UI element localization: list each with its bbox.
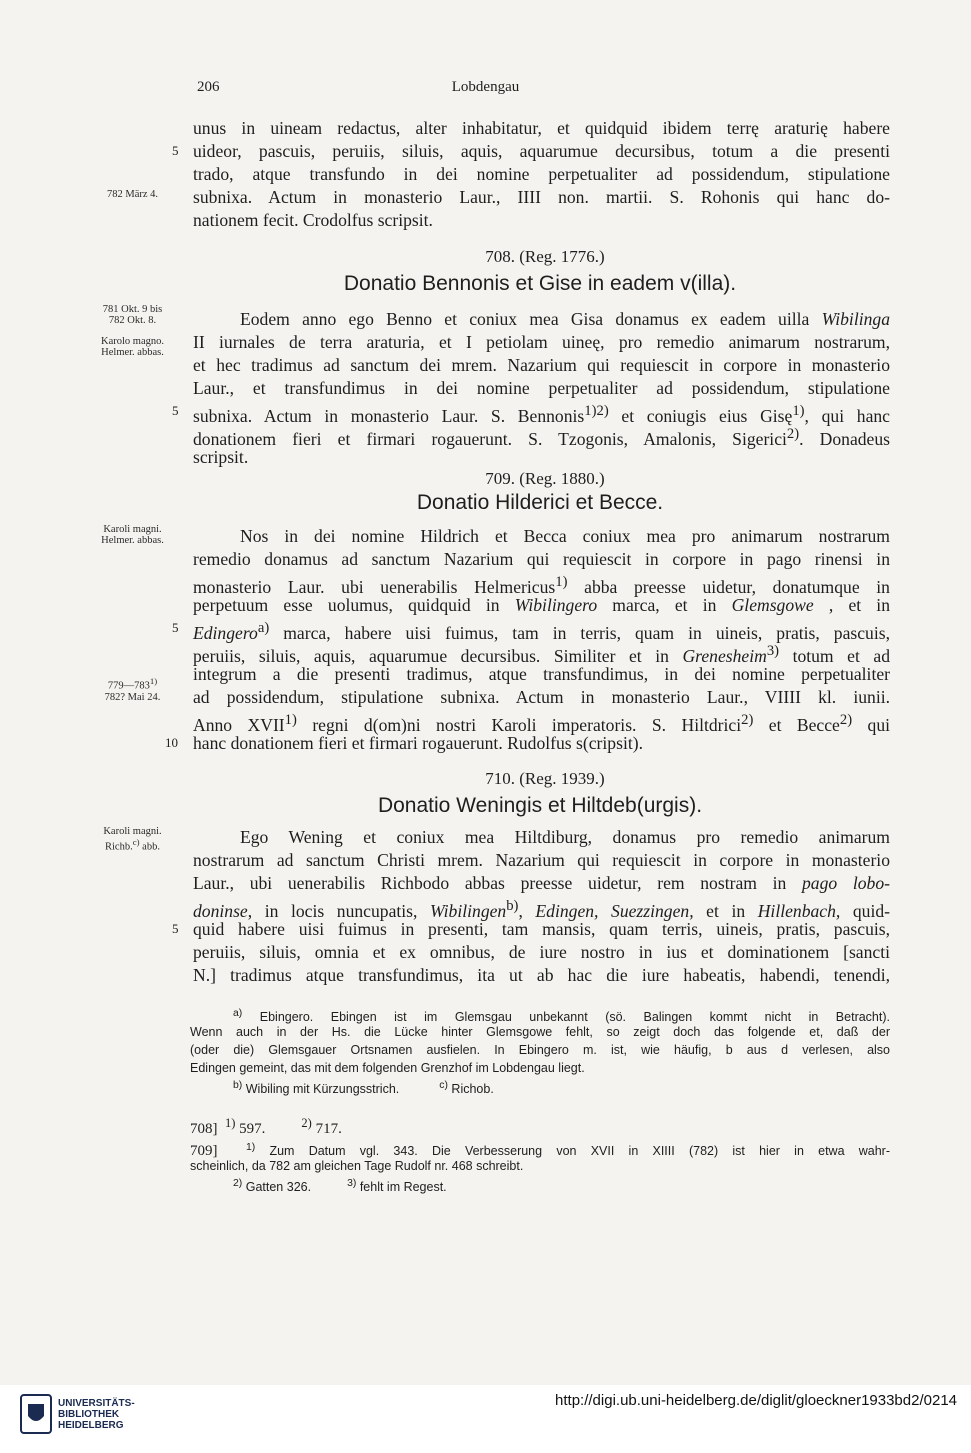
line-number: 5 (172, 403, 179, 418)
regest-number: 709. (Reg. 1880.) (485, 469, 605, 488)
regest-number: 708. (Reg. 1776.) (485, 247, 605, 266)
text-line: remedio donamus ad sanctum Nazarium qui requiescit in corpore in pago rinensi in (193, 549, 890, 569)
text-line: trado, atque transfundo in dei nomine perpetualiter ad possidendum, stipulatione (193, 164, 890, 184)
footnote: 708] $^{1)}$ 597. $^{2)}$ 717. (190, 1116, 342, 1137)
text-line: Edingero$^{a)}$ marca, habere uisi fuimus, tam in terris, quam in uineis, pratis, pascuis, (193, 620, 890, 643)
text-line: peruiis, siluis, omnia et ex omnibus, de iure nostro in ius et dominationem [sancti (193, 942, 890, 962)
footnote: Wenn auch in der Hs. die Lücke hinter Glemsgowe fehlt, so zeigt doch das folgende et, daß der (190, 1025, 890, 1039)
text-line: hanc donationem fieri et firmari rogauerunt. Rudolfus s(cripsit). (193, 733, 643, 753)
margin-date: 779—783$^{1)}$ 782? Mai 24. (104, 676, 161, 703)
text-line: quid habere uisi fuimus in presenti, tam mansis, quam terris, uineis, pratis, pascuis, (193, 919, 890, 939)
footnote: Edingen gemeint, das mit dem folgenden Grenzhof im Lobdengau liegt. (190, 1061, 585, 1075)
text-line: N.] tradimus atque transfundimus, ita ut ab hac die iure habeatis, habendi, tenendi, (193, 965, 890, 985)
text-line: subnixa. Actum in monasterio Laur. S. Bennonis$^{1)2)}$ et coniugis eius Gisę$^{1)}$, qui hanc (193, 403, 890, 426)
text-line: Nos in dei nomine Hildrich et Becca coniux mea pro animarum nostrarum (240, 526, 890, 546)
footnote: scheinlich, da 782 am gleichen Tage Rudolf nr. 468 schreibt. (190, 1159, 524, 1173)
document-title: Donatio Hilderici et Becce. (416, 491, 664, 514)
margin-note: Karolo magno. Helmer. abbas. (101, 336, 164, 358)
text-line: integrum a die presenti tradimus, atque transfundimus, in dei nomine perpetualiter (193, 664, 890, 684)
text-line: donationem fieri et firmari rogauerunt. S. Tzogonis, Amalonis, Sigerici$^{2)}$. Donadeus (193, 426, 890, 449)
text-line: Eodem anno ego Benno et coniux mea Gisa donamus ex eadem uilla Wibilinga (240, 309, 890, 329)
library-seal-icon (20, 1394, 52, 1434)
text-line: peruiis, siluis, aquis, aquarumue decursibus. Similiter et in Grenesheim$^{3)}$ totum et ad (193, 643, 890, 666)
margin-note: Karoli magni. Richb.$^{c)}$ abb. (103, 826, 162, 853)
text-line: Laur., ubi uenerabilis Richbodo abbas preesse uidetur, rem nostram in pago lobo- (193, 873, 890, 893)
text-line: II iurnales de terra araturia, et I petiolam uineę, pro remedio animarum nostrarum, (193, 332, 890, 352)
line-number: 10 (165, 735, 178, 750)
text-line: unus in uineam redactus, alter inhabitatur, et quidquid ibidem terrę araturię habere (193, 118, 890, 138)
source-url-link[interactable]: http://digi.ub.uni-heidelberg.de/diglit/gloeckner1933bd2/0214 (555, 1392, 957, 1409)
text-line: Ego Wening et coniux mea Hiltdiburg, donamus pro remedio animarum (240, 827, 890, 847)
library-name: UNIVERSITÄTS- BIBLIOTHEK HEIDELBERG (58, 1398, 135, 1431)
text-line: Anno XVII$^{1)}$ regni d(om)ni nostri Karoli imperatoris. S. Hiltdrici$^{2)}$ et Becce$^{2)}$ qui (193, 712, 891, 735)
page-number: 206 (197, 79, 220, 95)
margin-date: 781 Okt. 9 bis 782 Okt. 8. (102, 304, 163, 326)
document-title: Donatio Bennonis et Gise in eadem v(illa). (343, 272, 737, 295)
text-line: Laur., et transfundimus in dei nomine perpetualiter ad possidendum, stipulatione (193, 378, 890, 398)
regest-number: 710. (Reg. 1939.) (485, 769, 605, 788)
line-number: 5 (172, 921, 179, 936)
margin-note: Karoli magni. Helmer. abbas. (101, 524, 164, 546)
text-line: uideor, pascuis, peruiis, siluis, aquis, aquarumue decursibus, totum a die presenti (193, 141, 890, 161)
text-line: et hec tradimus ad sanctum dei mrem. Nazarium qui requiescit in corpore in monasterio (193, 355, 890, 375)
text-line: nostrarum ad sanctum Christi mrem. Nazarium qui requiescit in corpore in monasterio (193, 850, 890, 870)
text-line: scripsit. (193, 447, 249, 467)
text-line: subnixa. Actum in monasterio Laur., IIII non. martii. S. Rohonis qui hanc do- (193, 187, 890, 207)
footnote: (oder die) Glemsgauer Ortsnamen ausfielen. In Ebingero m. ist, wie häufig, b aus d verlesen, also (190, 1043, 890, 1057)
margin-date: 782 März 4. (106, 189, 159, 200)
line-number: 5 (172, 620, 179, 635)
footnote: 709] $^{1)}$ Zum Datum vgl. 343. Die Verbesserung von XVII in XIIII (782) ist hier in etwa wahr- (190, 1142, 891, 1160)
footnote: $^{2)}$ Gatten 326. $^{3)}$ fehlt im Regest. (233, 1178, 447, 1195)
text-line: monasterio Laur. ubi uenerabilis Helmericus$^{1)}$ abba preesse uidetur, donatumque in (193, 574, 890, 597)
document-title: Donatio Weningis et Hiltdeb(urgis). (377, 794, 703, 817)
running-title: Lobdengau (451, 79, 520, 95)
text-line: perpetuum esse uolumus, quidquid in Wibilingero marca, et in Glemsgowe , et in (193, 595, 890, 615)
text-line: ad possidendum, stipulatione subnixa. Actum in monasterio Laur., VIIII kl. iunii. (193, 687, 890, 707)
text-line: nationem fecit. Crodolfus scripsit. (193, 210, 433, 230)
footnote: $^{b)}$ Wibiling mit Kürzungsstrich. $^{c)}$ Richob. (233, 1080, 494, 1097)
text-line: doninse, in locis nuncupatis, Wibilingen$^{b)}$, Edingen, Suezzingen, et in Hillenbach, quid- (193, 898, 891, 921)
footnote: $^{a)}$ Ebingero. Ebingen ist im Glemsgau unbekannt (sö. Balingen kommt nicht in Betracht). (233, 1008, 890, 1025)
line-number: 5 (172, 143, 179, 158)
